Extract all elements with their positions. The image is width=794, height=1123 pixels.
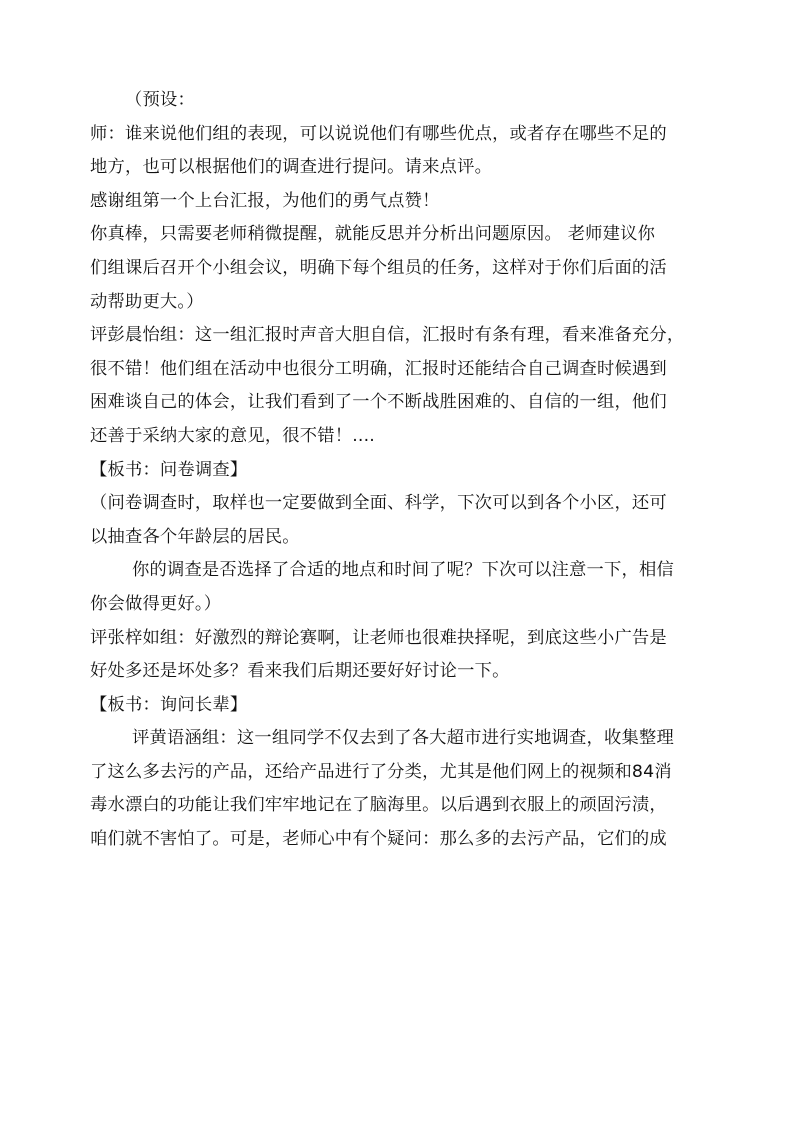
text-line-8: 评彭晨怡组：这一组汇报时声音大胆自信，汇报时有条有理，看来准备充分， — [90, 325, 685, 346]
text-line-22: 毒水漂白的功能让我们牢牢地记在了脑海里。以后遇到衣服上的顽固污渍， — [90, 795, 667, 816]
text-line-7: 动帮助更大。） — [90, 291, 204, 312]
text-line-20: 评黄语涵组：这一组同学不仅去到了各大超市进行实地调查，收集整理 — [132, 728, 674, 749]
text-line-21: 了这么多去污的产品，还给产品进行了分类，尤其是他们网上的视频和84消 — [90, 761, 672, 782]
text-line-9: 很不错！他们组在活动中也很分工明确，汇报时还能结合自己调查时候遇到 — [90, 358, 667, 379]
text-line-13: （问卷调查时，取样也一定要做到全面、科学，下次可以到各个小区，还可 — [90, 493, 667, 514]
text-line-3: 地方，也可以根据他们的调查进行提问。请来点评。 — [90, 157, 493, 178]
text-line-17: 评张梓如组：好激烈的辩论赛啊，让老师也很难抉择呢，到底这些小广告是 — [90, 627, 667, 648]
text-line-1: （预设： — [125, 90, 195, 110]
text-line-6: 们组课后召开个小组会议，明确下每个组员的任务，这样对于你们后面的活 — [90, 257, 667, 278]
text-line-11: 还善于采纳大家的意见，很不错！.... — [90, 425, 375, 446]
document-body — [90, 84, 726, 857]
text-line-16: 你会做得更好。） — [90, 593, 222, 614]
text-line-2: 师：谁来说他们组的表现，可以说说他们有哪些优点，或者存在哪些不足的 — [90, 123, 667, 144]
text-line-18: 好处多还是坏处多？看来我们后期还要好好讨论一下。 — [90, 661, 510, 682]
board-note-questionnaire: 【板书：问卷调查】 — [90, 459, 248, 480]
text-line-15: 你的调查是否选择了合适的地点和时间了呢？下次可以注意一下，相信 — [132, 560, 674, 581]
text-line-10: 困难谈自己的体会，让我们看到了一个不断战胜困难的、自信的一组，他们 — [90, 392, 667, 413]
text-line-5: 你真棒，只需要老师稍微提醒，就能反思并分析出问题原因。 老师建议你 — [90, 224, 656, 245]
text-line-23: 咱们就不害怕了。可是，老师心中有个疑问：那么多的去污产品，它们的成 — [90, 829, 667, 850]
board-note-ask-elders: 【板书：询问长辈】 — [90, 694, 248, 715]
text-line-14: 以抽查各个年龄层的居民。 — [90, 526, 300, 547]
text-line-4: 感谢组第一个上台汇报，为他们的勇气点赞！ — [90, 190, 440, 211]
